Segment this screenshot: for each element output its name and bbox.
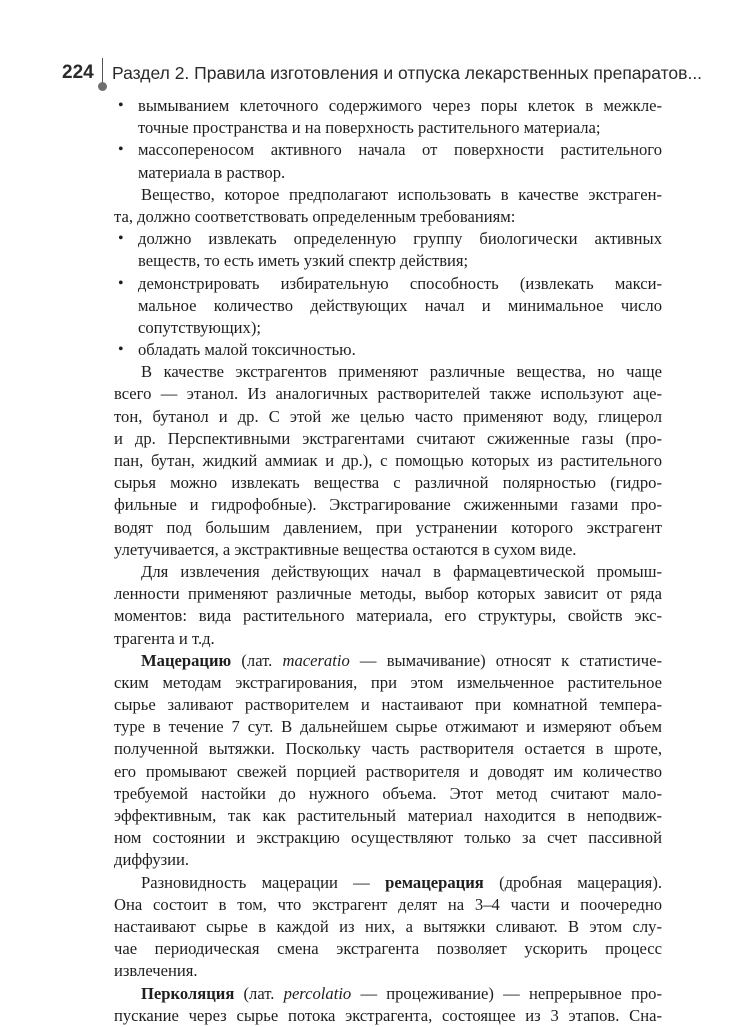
running-title: Раздел 2. Правила изготовления и отпуска лекарственных препаратов... [112, 63, 703, 83]
term-percolation: Перколяция [141, 983, 235, 1003]
paragraph [114, 184, 662, 228]
paragraph [114, 650, 662, 872]
text-line: фильные и гидрофобные). Экстрагирование сжиженными газами про- [114, 495, 662, 515]
text-line: веществ, то есть иметь узкий спектр действия; [138, 251, 469, 271]
text-line: • массопереносом активного начала от поверхности растительного [114, 139, 662, 161]
bullet-item [114, 228, 662, 272]
text-line: Вещество, которое предполагают использовать в качестве экстраген- [141, 184, 662, 204]
text-line [114, 983, 662, 1005]
text-line: Она состоит в том, что экстрагент делят на 3–4 части и поочередно [114, 894, 662, 914]
latin-term: percolatio [283, 983, 352, 1003]
text-line: • обладать малой токсичностью. [114, 339, 662, 361]
body-text [114, 95, 662, 1027]
page-number: 224 [62, 62, 94, 83]
text-line: ленности применяют различные методы, выбор которых зависит от ряда [114, 584, 662, 604]
term-maceration: Мацерацию [141, 650, 232, 670]
text-fragment: Разновидность мацерации — [141, 872, 386, 892]
paragraph [114, 983, 662, 1027]
text-line: требуемой настойки до нужного объема. Этот метод считают мало- [114, 783, 662, 803]
text-line: мальное количество действующих начал и минимальное число [138, 295, 662, 315]
text-line: настаивают сырье в каждой из них, а вытяжки сливают. В этом слу- [114, 916, 662, 936]
text-fragment: — вымачивание) относят к статистиче- [349, 650, 662, 670]
bullet-item [114, 339, 662, 361]
text-line: чае периодическая смена экстрагента позволяет ускорить процесс [114, 939, 662, 959]
text-line: трагента и т.д. [114, 628, 215, 648]
page-header [62, 58, 703, 88]
text-line: полученной вытяжки. Поскольку часть растворителя остается в шроте, [114, 739, 662, 759]
text-line: материала в раствор. [138, 162, 286, 182]
text-line: та, должно соответствовать определенным требованиям: [114, 206, 516, 226]
text-line: сырье заливают растворителем и настаивают при комнатной темпера- [114, 695, 662, 715]
text-line: моментов: вида растительного материала, его структуры, свойств экс- [114, 606, 662, 626]
text-line: всего — этанол. Из аналогичных растворителей также используют аце- [114, 384, 662, 404]
text-line: улетучивается, а экстрактивные вещества остаются в сухом виде. [114, 539, 577, 559]
paragraph [114, 561, 662, 650]
header-dot-ornament [98, 82, 107, 91]
text-fragment: — процеживание) — непрерывное про- [351, 983, 662, 1003]
text-line: ном состоянии и экстракцию осуществляют только за счет пассивной [114, 828, 662, 848]
text-line: тон, бутанол и др. С этой же целью часто применяют воду, глицерол [114, 406, 662, 426]
text-line: Для извлечения действующих начал в фармацевтической промыш- [141, 561, 662, 581]
text-line: пан, бутан, жидкий аммиак и др.), с помощью которых из растительного [114, 451, 662, 470]
text-line: его промывают свежей порцией растворителя и доводят им количество [114, 761, 662, 781]
text-fragment: (дробная мацерация). [483, 872, 662, 892]
bullet-item [114, 273, 662, 340]
bullet-item [114, 139, 662, 183]
text-line: извлечения. [114, 961, 198, 981]
text-line: • демонстрировать избирательную способность (извлекать макси- [114, 273, 662, 295]
text-line: В качестве экстрагентов применяют различные вещества, но чаще [141, 362, 662, 382]
text-line: ским методам экстрагирования, при этом измельченное растительное [114, 672, 662, 692]
bullet-item [114, 95, 662, 139]
latin-term: maceratio [282, 650, 350, 670]
text-line [114, 650, 662, 672]
text-line: пускание через сырье потока экстрагента, состоящее из 3 этапов. Сна- [114, 1005, 662, 1025]
text-fragment: (лат. [231, 650, 283, 670]
text-line: диффузии. [114, 850, 190, 870]
text-line: туре в течение 7 сут. В дальнейшем сырье отжимают и измеряют объем [114, 717, 662, 737]
text-line: • должно извлекать определенную группу биологически активных [114, 228, 662, 250]
text-line: сопутствующих); [138, 317, 261, 337]
paragraph [114, 872, 662, 983]
text-line [114, 872, 662, 894]
text-line: эффективным, так как растительный материал находится в неподвиж- [114, 806, 662, 825]
text-line: сырья можно извлекать вещества с различной полярностью (гидро- [114, 473, 662, 493]
text-line: точные пространства и на поверхность растительного материала; [138, 118, 601, 138]
text-line: и др. Перспективными экстрагентами считают сжиженные газы (про- [114, 428, 662, 448]
text-line: • вымыванием клеточного содержимого через поры клеток в межкле- [114, 95, 662, 117]
term-remaceration: ремацерация [385, 872, 484, 892]
text-fragment: (лат. [234, 983, 284, 1003]
paragraph [114, 361, 662, 561]
text-line: водят под большим давлением, при устранении которого экстрагент [114, 517, 662, 537]
